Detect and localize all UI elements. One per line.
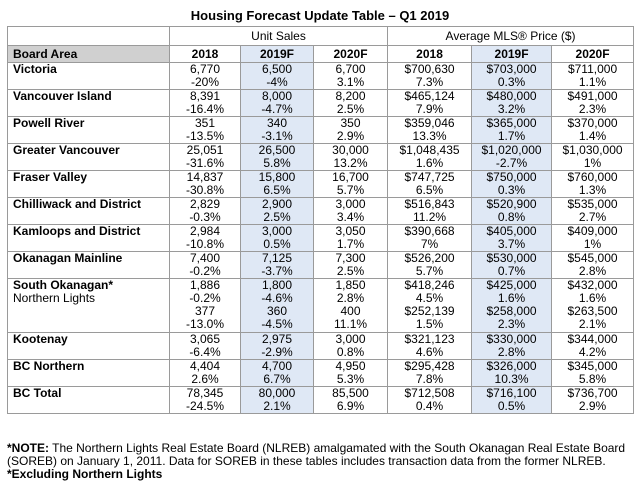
value-cell <box>552 90 634 117</box>
cell-change: -13.0% <box>185 317 225 331</box>
board-area-cell <box>8 117 170 144</box>
value-cell <box>552 171 634 198</box>
cell-value: 351 <box>194 116 216 130</box>
value-cell <box>472 360 552 387</box>
value-cell <box>388 144 472 171</box>
cell-value: 85,500 <box>332 386 369 400</box>
cell-value: $330,000 <box>486 332 537 346</box>
cell-change: 2.8% <box>578 264 607 278</box>
cell-change: 13.3% <box>412 129 447 143</box>
cell-value: $263,500 <box>567 304 618 318</box>
cell-value: 16,700 <box>332 170 369 184</box>
board-area-cell <box>8 144 170 171</box>
cell-change: 0.5% <box>497 399 526 413</box>
cell-change: 1% <box>583 156 602 170</box>
cell-value: $409,000 <box>567 224 618 238</box>
cell-value: 4,404 <box>189 359 221 373</box>
cell-change: 2.3% <box>578 102 607 116</box>
board-area-name: Vancouver Island <box>13 89 112 103</box>
header-avg-price: Average MLS® Price ($) <box>388 27 634 46</box>
value-cell <box>314 171 388 198</box>
cell-change: 2.9% <box>578 399 607 413</box>
cell-change: 0.3% <box>497 75 526 89</box>
value-cell <box>472 333 552 360</box>
board-area-cell <box>8 198 170 225</box>
table-row <box>8 360 634 387</box>
cell-change: 6.7% <box>263 372 291 386</box>
value-cell <box>314 198 388 225</box>
header-year: 2019F <box>241 46 314 63</box>
page-title: Housing Forecast Update Table – Q1 2019 <box>190 8 450 23</box>
value-cell <box>170 198 241 225</box>
header-year: 2020F <box>314 46 388 63</box>
cell-value: $465,124 <box>404 89 455 103</box>
cell-change: 2.5% <box>336 102 365 116</box>
cell-change: 2.8% <box>336 291 365 305</box>
board-area-name: Fraser Valley <box>13 170 88 184</box>
header-year: 2018 <box>388 46 472 63</box>
table-body <box>8 63 634 414</box>
cell-change: 1.4% <box>578 129 607 143</box>
cell-change: 0.4% <box>415 399 444 413</box>
cell-value: 3,050 <box>335 224 366 238</box>
cell-value: 8,391 <box>189 89 221 103</box>
value-cell <box>472 198 552 225</box>
value-cell <box>314 279 388 333</box>
cell-change: 3.4% <box>336 210 365 224</box>
cell-value: 340 <box>266 116 288 130</box>
footnotes <box>7 442 631 481</box>
value-cell <box>170 279 241 333</box>
cell-change: -20% <box>190 75 219 89</box>
value-cell <box>472 279 552 333</box>
cell-change: 2.1% <box>263 399 291 413</box>
cell-change: 7.8% <box>415 372 444 386</box>
cell-value: 6,500 <box>261 62 293 76</box>
cell-value: $711,000 <box>567 62 618 76</box>
table-row <box>8 279 634 333</box>
cell-change: 1.5% <box>415 317 444 331</box>
cell-value: $405,000 <box>486 224 537 238</box>
cell-change: 1% <box>583 237 602 251</box>
cell-change: 2.5% <box>336 264 365 278</box>
table-row <box>8 225 634 252</box>
cell-change: 5.3% <box>336 372 365 386</box>
value-cell <box>388 198 472 225</box>
cell-value: $516,843 <box>404 197 455 211</box>
value-cell <box>314 90 388 117</box>
header-blank <box>8 27 170 46</box>
cell-value: $526,200 <box>404 251 455 265</box>
value-cell <box>552 333 634 360</box>
cell-change: -3.1% <box>261 129 293 143</box>
cell-value: 7,125 <box>261 251 293 265</box>
value-cell <box>170 225 241 252</box>
note-label: *NOTE: <box>7 441 49 455</box>
cell-change: 0.8% <box>497 210 526 224</box>
cell-value: $344,000 <box>567 332 618 346</box>
value-cell <box>388 333 472 360</box>
cell-value: 2,975 <box>261 332 293 346</box>
value-cell <box>472 225 552 252</box>
cell-change: 4.6% <box>415 345 444 359</box>
cell-change: -24.5% <box>185 399 225 413</box>
cell-value: 8,000 <box>261 89 293 103</box>
board-area-name: Powell River <box>13 116 85 130</box>
value-cell <box>388 171 472 198</box>
cell-value: 4,950 <box>335 359 366 373</box>
board-area-subname: Northern Lights <box>13 291 96 305</box>
value-cell <box>314 360 388 387</box>
header-year: 2020F <box>552 46 634 63</box>
cell-change: -6.4% <box>189 345 221 359</box>
cell-value: $359,046 <box>404 116 455 130</box>
value-cell <box>241 198 314 225</box>
cell-value: 3,000 <box>261 224 293 238</box>
cell-value: 3,000 <box>335 197 366 211</box>
cell-change: 13.2% <box>333 156 368 170</box>
value-cell <box>472 144 552 171</box>
cell-value: 7,300 <box>335 251 366 265</box>
cell-change: 3.7% <box>497 237 526 251</box>
cell-value: $760,000 <box>567 170 618 184</box>
excluding-note: *Excluding Northern Lights <box>7 467 163 481</box>
board-area-name: Okanagan Mainline <box>13 251 123 265</box>
value-cell <box>552 117 634 144</box>
cell-value: $295,428 <box>404 359 455 373</box>
value-cell <box>241 171 314 198</box>
value-cell <box>241 279 314 333</box>
table-row <box>8 333 634 360</box>
table-row <box>8 171 634 198</box>
cell-change: -4.6% <box>261 291 293 305</box>
cell-value: $1,048,435 <box>399 143 460 157</box>
value-cell <box>314 144 388 171</box>
value-cell <box>314 252 388 279</box>
forecast-table <box>7 26 634 414</box>
value-cell <box>314 117 388 144</box>
board-area-name: Chilliwack and District <box>13 197 142 211</box>
value-cell <box>241 90 314 117</box>
value-cell <box>170 63 241 90</box>
cell-change: 0.8% <box>336 345 365 359</box>
value-cell <box>241 117 314 144</box>
cell-value: 4,700 <box>261 359 293 373</box>
value-cell <box>241 387 314 414</box>
cell-change: 2.5% <box>263 210 291 224</box>
cell-change: -3.7% <box>261 264 293 278</box>
value-cell <box>170 171 241 198</box>
cell-change: 1.6% <box>578 291 607 305</box>
cell-value: $365,000 <box>486 116 537 130</box>
table-row <box>8 387 634 414</box>
cell-change: -0.2% <box>189 264 221 278</box>
value-cell <box>552 198 634 225</box>
cell-change: 6.5% <box>415 183 444 197</box>
value-cell <box>314 387 388 414</box>
value-cell <box>552 225 634 252</box>
cell-change: 3.1% <box>336 75 365 89</box>
cell-value: $258,000 <box>486 304 537 318</box>
cell-change: 2.6% <box>191 372 219 386</box>
cell-change: 2.7% <box>578 210 607 224</box>
cell-change: -4.5% <box>261 317 293 331</box>
cell-change: 1.6% <box>415 156 444 170</box>
board-area-cell <box>8 63 170 90</box>
cell-value: $716,100 <box>486 386 537 400</box>
value-cell <box>170 144 241 171</box>
cell-change: 7.3% <box>415 75 444 89</box>
cell-value: 14,837 <box>186 170 224 184</box>
cell-change: 2.8% <box>497 345 526 359</box>
cell-change: 2.9% <box>336 129 365 143</box>
cell-value: $370,000 <box>567 116 618 130</box>
board-area-cell <box>8 279 170 333</box>
board-area-name: Victoria <box>13 62 57 76</box>
board-area-name: Greater Vancouver <box>13 143 120 157</box>
value-cell <box>472 387 552 414</box>
cell-change: 11.1% <box>333 317 368 331</box>
cell-change: 1.7% <box>497 129 526 143</box>
cell-value: 26,500 <box>258 143 296 157</box>
cell-value: 30,000 <box>332 143 369 157</box>
header-year-row <box>8 46 634 63</box>
cell-value: $520,900 <box>486 197 537 211</box>
cell-value: $252,139 <box>404 304 455 318</box>
table-row <box>8 252 634 279</box>
cell-value: 80,000 <box>258 386 296 400</box>
board-area-name: BC Total <box>13 386 62 400</box>
value-cell <box>388 90 472 117</box>
value-cell <box>170 333 241 360</box>
cell-value: 3,000 <box>335 332 366 346</box>
value-cell <box>388 63 472 90</box>
cell-change: 2.3% <box>497 317 526 331</box>
header-year: 2019F <box>472 46 552 63</box>
cell-change: 5.7% <box>336 183 365 197</box>
board-area-cell <box>8 225 170 252</box>
value-cell <box>472 252 552 279</box>
value-cell <box>552 279 634 333</box>
cell-change: 6.9% <box>336 399 365 413</box>
cell-change: 10.3% <box>494 372 529 386</box>
cell-value: $425,000 <box>486 278 537 292</box>
header-group-row <box>8 27 634 46</box>
value-cell <box>170 252 241 279</box>
cell-change: -2.7% <box>495 156 528 170</box>
value-cell <box>241 333 314 360</box>
board-area-cell <box>8 360 170 387</box>
value-cell <box>241 63 314 90</box>
cell-value: $432,000 <box>567 278 618 292</box>
value-cell <box>472 90 552 117</box>
board-area-cell <box>8 387 170 414</box>
board-area-name: Kamloops and District <box>13 224 141 238</box>
cell-change: -30.8% <box>185 183 225 197</box>
cell-value: 2,984 <box>189 224 221 238</box>
value-cell <box>170 387 241 414</box>
cell-value: 78,345 <box>186 386 224 400</box>
value-cell <box>241 252 314 279</box>
board-area-cell <box>8 252 170 279</box>
cell-value: 1,850 <box>335 278 366 292</box>
cell-change: -4.7% <box>261 102 293 116</box>
cell-change: 11.2% <box>412 210 447 224</box>
value-cell <box>241 225 314 252</box>
cell-change: 0.7% <box>497 264 526 278</box>
cell-value: $712,508 <box>404 386 455 400</box>
value-cell <box>314 63 388 90</box>
cell-value: $345,000 <box>567 359 618 373</box>
cell-value: 6,700 <box>335 62 366 76</box>
value-cell <box>388 387 472 414</box>
value-cell <box>388 252 472 279</box>
note-paragraph <box>7 442 631 468</box>
cell-change: 5.7% <box>415 264 444 278</box>
value-cell <box>472 117 552 144</box>
cell-value: $535,000 <box>567 197 618 211</box>
value-cell <box>170 90 241 117</box>
header-year: 2018 <box>170 46 241 63</box>
cell-value: $545,000 <box>567 251 618 265</box>
cell-value: $326,000 <box>486 359 537 373</box>
value-cell <box>472 63 552 90</box>
cell-value: 2,900 <box>261 197 293 211</box>
cell-change: 4.2% <box>578 345 607 359</box>
board-area-name: South Okanagan* <box>13 278 114 292</box>
cell-value: $747,725 <box>404 170 455 184</box>
cell-change: -2.9% <box>261 345 293 359</box>
cell-change: -13.5% <box>185 129 225 143</box>
value-cell <box>472 171 552 198</box>
cell-value: $418,246 <box>404 278 455 292</box>
cell-value: $390,668 <box>404 224 455 238</box>
cell-change: 1.7% <box>336 237 365 251</box>
value-cell <box>552 252 634 279</box>
value-cell <box>388 225 472 252</box>
value-cell <box>170 117 241 144</box>
cell-value: 360 <box>266 304 288 318</box>
table-row <box>8 90 634 117</box>
board-area-name: Kootenay <box>13 332 68 346</box>
board-area-cell <box>8 171 170 198</box>
cell-value: 3,065 <box>189 332 221 346</box>
cell-value: $530,000 <box>486 251 537 265</box>
cell-value: $480,000 <box>486 89 537 103</box>
cell-value: $703,000 <box>486 62 537 76</box>
header-unit-sales: Unit Sales <box>170 27 388 46</box>
cell-change: 1.3% <box>578 183 607 197</box>
cell-change: -16.4% <box>185 102 225 116</box>
value-cell <box>388 279 472 333</box>
cell-value: 350 <box>340 116 361 130</box>
cell-value: 400 <box>340 304 361 318</box>
value-cell <box>388 117 472 144</box>
cell-change: 0.5% <box>263 237 291 251</box>
table-row <box>8 117 634 144</box>
note-text: The Northern Lights Real Estate Board (NLREB) amalgamated with the South Okanagan Real Estate Board (SOREB) on January 1, 2011. Data for SOREB in these tables includes transaction data from the former NLREB. <box>7 441 626 468</box>
cell-value: $1,020,000 <box>481 143 542 157</box>
header-board-area: Board Area <box>8 46 170 63</box>
cell-change: -0.3% <box>189 210 221 224</box>
cell-change: 1.6% <box>497 291 526 305</box>
cell-value: 1,800 <box>261 278 293 292</box>
cell-change: 5.8% <box>263 156 291 170</box>
cell-value: 15,800 <box>258 170 296 184</box>
cell-value: 1,886 <box>189 278 221 292</box>
cell-change: -0.2% <box>189 291 221 305</box>
cell-value: 377 <box>194 304 216 318</box>
value-cell <box>388 360 472 387</box>
cell-value: 8,200 <box>335 89 366 103</box>
table-row <box>8 63 634 90</box>
cell-value: $736,700 <box>567 386 618 400</box>
cell-value: 2,829 <box>189 197 221 211</box>
cell-value: 7,400 <box>189 251 221 265</box>
value-cell <box>241 144 314 171</box>
value-cell <box>552 387 634 414</box>
cell-change: 1.1% <box>578 75 607 89</box>
cell-change: -4% <box>266 75 288 89</box>
cell-value: $491,000 <box>567 89 618 103</box>
cell-change: -10.8% <box>185 237 225 251</box>
value-cell <box>314 225 388 252</box>
value-cell <box>241 360 314 387</box>
cell-value: $750,000 <box>486 170 537 184</box>
cell-change: 3.2% <box>497 102 526 116</box>
value-cell <box>170 360 241 387</box>
cell-value: $700,630 <box>404 62 455 76</box>
table-row <box>8 198 634 225</box>
value-cell <box>552 360 634 387</box>
cell-value: 25,051 <box>186 143 224 157</box>
value-cell <box>552 144 634 171</box>
cell-change: 7% <box>420 237 439 251</box>
cell-change: 4.5% <box>415 291 444 305</box>
cell-change: 0.3% <box>497 183 526 197</box>
board-area-name: BC Northern <box>13 359 85 373</box>
value-cell <box>552 63 634 90</box>
table-row <box>8 144 634 171</box>
board-area-cell <box>8 333 170 360</box>
cell-change: 7.9% <box>415 102 444 116</box>
cell-change: 6.5% <box>263 183 291 197</box>
cell-change: 2.1% <box>578 317 607 331</box>
cell-value: $321,123 <box>404 332 455 346</box>
cell-change: -31.6% <box>185 156 225 170</box>
value-cell <box>314 333 388 360</box>
board-area-cell <box>8 90 170 117</box>
cell-value: 6,770 <box>189 62 221 76</box>
cell-value: $1,030,000 <box>562 143 623 157</box>
cell-change: 5.8% <box>578 372 607 386</box>
